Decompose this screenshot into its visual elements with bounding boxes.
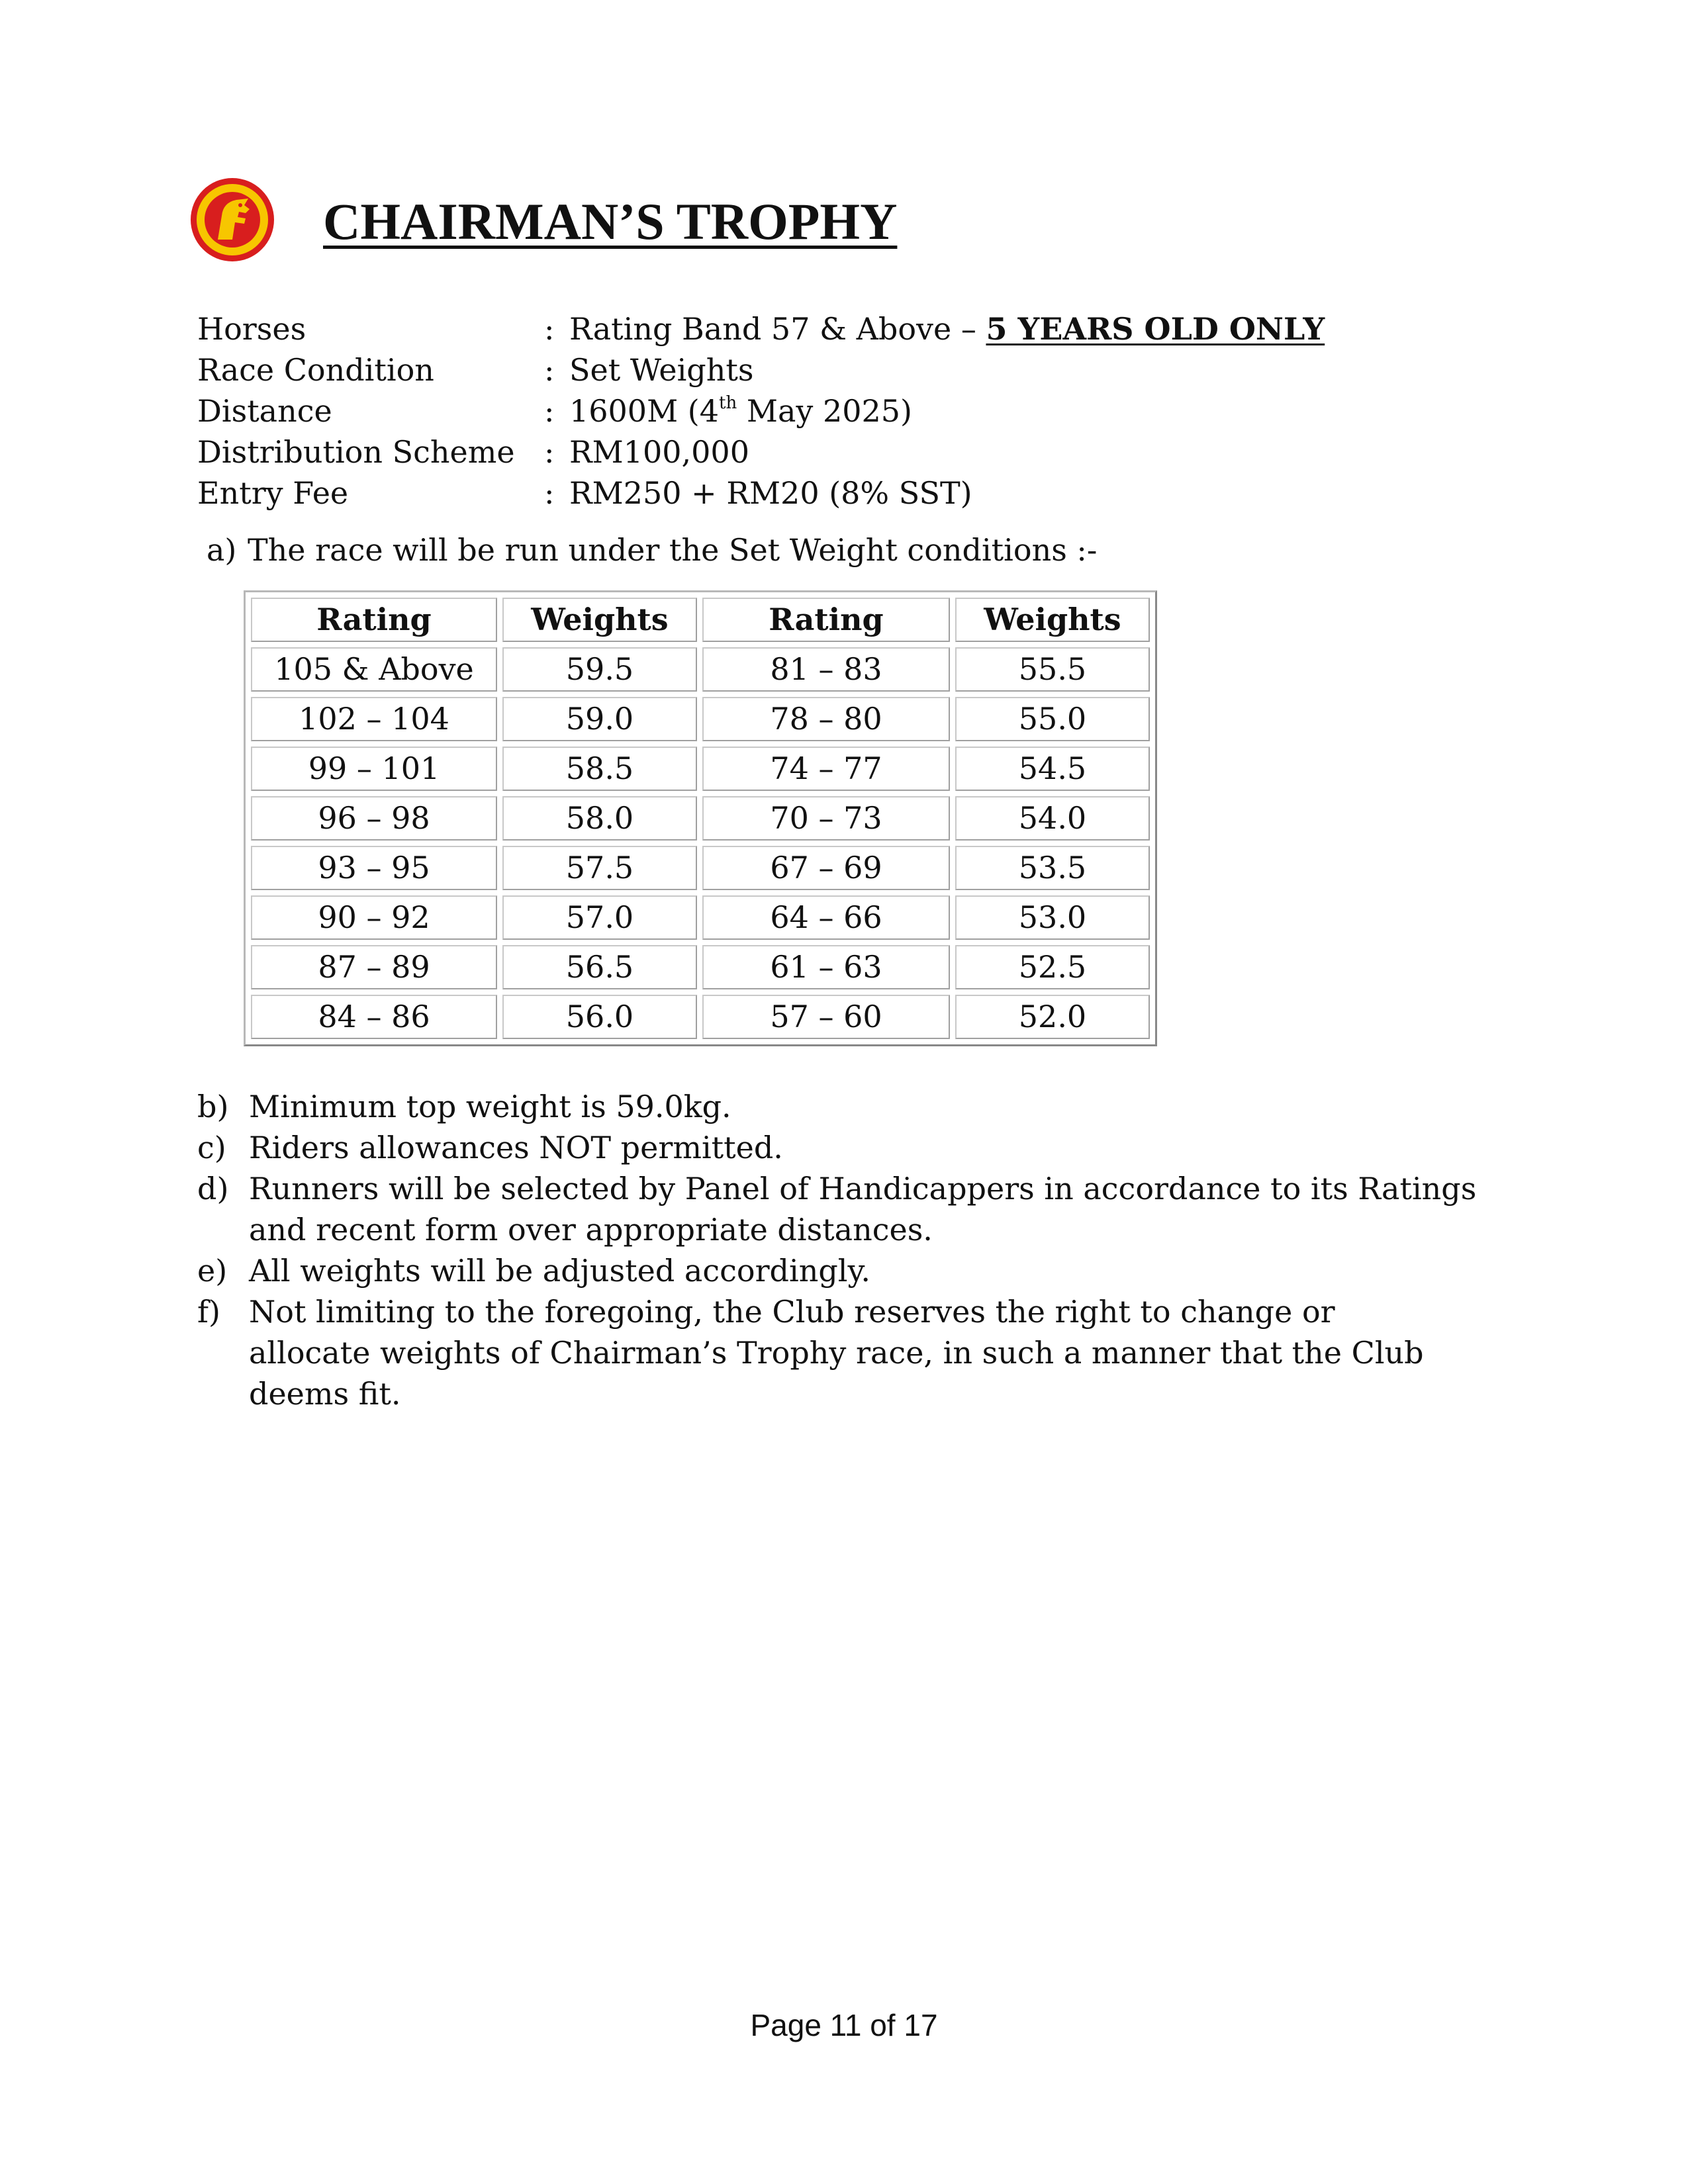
info-label: Race Condition <box>197 352 434 388</box>
table-cell: 56.5 <box>502 945 697 989</box>
table-row <box>251 995 1150 1039</box>
ordinal-suffix: th <box>719 393 737 413</box>
condition-marker: c) <box>197 1130 226 1165</box>
page-title: CHAIRMAN’S TROPHY <box>323 193 898 250</box>
condition-text: Not limiting to the foregoing, the Club reserves the right to change or allocate weights of Chairman’s Trophy race, in such a manner that the Club deems fit. <box>249 1294 1424 1412</box>
info-value <box>569 308 1325 349</box>
info-label: Entry Fee <box>197 475 349 511</box>
info-colon: : <box>544 393 555 429</box>
info-label: Horses <box>197 311 306 347</box>
table-row <box>251 846 1150 890</box>
table-cell: 58.5 <box>502 747 697 791</box>
table-cell: 87 – 89 <box>251 945 497 989</box>
table-cell: 64 – 66 <box>702 895 950 940</box>
table-row <box>251 945 1150 989</box>
table-cell: 70 – 73 <box>702 796 950 841</box>
info-colon: : <box>544 352 555 388</box>
table-cell: 52.5 <box>955 945 1150 989</box>
condition-marker: f) <box>197 1294 220 1330</box>
table-cell: 53.0 <box>955 895 1150 940</box>
info-label: Distance <box>197 393 332 429</box>
list-item <box>197 1168 1540 1250</box>
condition-text: All weights will be adjusted accordingly. <box>249 1253 871 1289</box>
table-cell: 59.0 <box>502 697 697 741</box>
table-row <box>251 697 1150 741</box>
info-label: Distribution Scheme <box>197 434 515 470</box>
table-cell: 57.5 <box>502 846 697 890</box>
info-value-text: Rating Band 57 & Above – <box>569 311 986 347</box>
table-cell: 54.5 <box>955 747 1150 791</box>
table-cell: 56.0 <box>502 995 697 1039</box>
page-number: Page 11 of 17 <box>750 2008 938 2042</box>
age-emphasis: 5 YEARS OLD ONLY <box>986 311 1325 347</box>
condition-text: Riders allowances NOT permitted. <box>249 1130 783 1165</box>
table-body <box>251 647 1150 1039</box>
table-cell: 102 – 104 <box>251 697 497 741</box>
table-cell: 57.0 <box>502 895 697 940</box>
table-cell: 99 – 101 <box>251 747 497 791</box>
club-crest-icon <box>189 176 276 263</box>
table-header: Weights <box>502 598 697 642</box>
table-cell: 90 – 92 <box>251 895 497 940</box>
info-colon: : <box>544 434 555 470</box>
table-cell: 55.0 <box>955 697 1150 741</box>
list-item <box>197 1086 1540 1127</box>
table-cell: 84 – 86 <box>251 995 497 1039</box>
table-cell: 55.5 <box>955 647 1150 692</box>
table-header: Rating <box>702 598 950 642</box>
table-cell: 105 & Above <box>251 647 497 692</box>
condition-marker: b) <box>197 1089 229 1124</box>
condition-text: Minimum top weight is 59.0kg. <box>249 1089 731 1124</box>
list-item <box>197 1127 1540 1168</box>
set-weight-table <box>244 590 1157 1046</box>
table-cell: 96 – 98 <box>251 796 497 841</box>
condition-text: Runners will be selected by Panel of Handicappers in accordance to its Ratings and recent form over appropriate distances. <box>249 1171 1477 1248</box>
info-value: RM250 + RM20 (8% SST) <box>569 475 972 511</box>
conditions-list <box>197 1086 1540 1414</box>
table-cell: 52.0 <box>955 995 1150 1039</box>
condition-marker: a) <box>207 532 237 568</box>
info-colon: : <box>544 475 555 511</box>
table-cell: 57 – 60 <box>702 995 950 1039</box>
table-header: Rating <box>251 598 497 642</box>
info-value: RM100,000 <box>569 434 749 470</box>
info-value <box>569 390 912 432</box>
info-colon: : <box>544 311 555 347</box>
table-row <box>251 647 1150 692</box>
table-row <box>251 796 1150 841</box>
table-cell: 59.5 <box>502 647 697 692</box>
list-item <box>197 1291 1540 1414</box>
table-cell: 58.0 <box>502 796 697 841</box>
condition-marker: d) <box>197 1171 229 1206</box>
table-row <box>251 895 1150 940</box>
table-cell: 93 – 95 <box>251 846 497 890</box>
table-cell: 67 – 69 <box>702 846 950 890</box>
table-header-row <box>251 598 1150 642</box>
condition-text: The race will be run under the Set Weight conditions :- <box>248 532 1098 568</box>
table-cell: 74 – 77 <box>702 747 950 791</box>
info-value: Set Weights <box>569 352 754 388</box>
table-cell: 53.5 <box>955 846 1150 890</box>
table-row <box>251 747 1150 791</box>
table-header: Weights <box>955 598 1150 642</box>
table-cell: 61 – 63 <box>702 945 950 989</box>
distance-text: 1600M (4 <box>569 393 720 429</box>
table-cell: 81 – 83 <box>702 647 950 692</box>
distance-date: May 2025) <box>737 393 912 429</box>
table-cell: 78 – 80 <box>702 697 950 741</box>
condition-marker: e) <box>197 1253 228 1289</box>
table-cell: 54.0 <box>955 796 1150 841</box>
list-item <box>197 1250 1540 1291</box>
